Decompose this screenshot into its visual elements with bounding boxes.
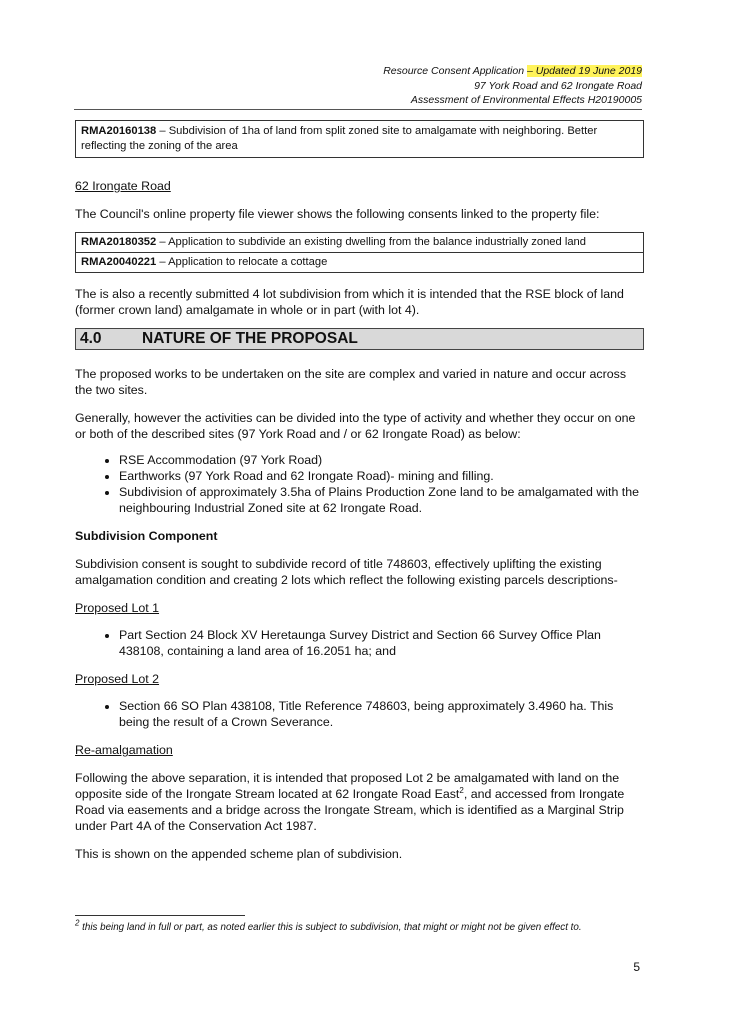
section-title: NATURE OF THE PROPOSAL bbox=[142, 330, 358, 347]
irongate-heading: 62 Irongate Road bbox=[75, 179, 171, 193]
irongate-intro: The Council's online property file viewer shows the following consents linked to the property file: bbox=[75, 207, 600, 221]
consent-row: RMA20040221 – Application to relocate a cottage bbox=[76, 252, 643, 272]
activities-list bbox=[75, 452, 644, 516]
header-rule bbox=[74, 109, 642, 110]
subdivision-note: The is also a recently submitted 4 lot subdivision from which it is intended that the RSE block of land (former crown land) amalgamate in whole or in part (with lot 4). bbox=[75, 287, 624, 317]
lot1-list bbox=[75, 627, 644, 659]
para-works: The proposed works to be undertaken on the site are complex and varied in nature and occur across the two sites. bbox=[75, 367, 627, 397]
header-line-2: 97 York Road and 62 Irongate Road bbox=[474, 79, 642, 92]
page-content bbox=[75, 120, 644, 862]
scheme-para: This is shown on the appended scheme plan of subdivision. bbox=[75, 847, 403, 861]
list-item: • Section 66 SO Plan 438108, Title Reference 748603, being approximately 3.4960 ha. This being the result of a Crown Severance. bbox=[119, 698, 644, 730]
footnote: $^2$ this being land in full or part, as noted earlier this is subject to subdivision, that might or might not be given effect to. bbox=[75, 918, 582, 933]
lot2-heading: Proposed Lot 2 bbox=[75, 672, 160, 686]
lot2-list bbox=[75, 698, 644, 730]
page-number: 5 bbox=[633, 960, 640, 974]
reamalgamation-heading: Re-amalgamation bbox=[75, 743, 173, 757]
list-item: • Earthworks (97 York Road and 62 Irongate Road)- mining and filling. bbox=[119, 468, 644, 484]
header-line-1: Resource Consent Application – Updated 19 June 2019 bbox=[383, 65, 642, 77]
consent-box: RMA20160138 – Subdivision of 1ha of land from split zoned site to amalgamate with neighboring. Better reflecting the zoning of the area bbox=[75, 120, 644, 158]
lot1-heading: Proposed Lot 1 bbox=[75, 601, 160, 615]
footnote-rule bbox=[75, 915, 245, 916]
para-generally: Generally, however the activities can be divided into the type of activity and whether they occur on one or both of the described sites (97 York Road and / or 62 Irongate Road) as below: bbox=[75, 411, 636, 441]
reamalgamation-para: Following the above separation, it is intended that proposed Lot 2 be amalgamated with land on the opposite side of the Irongate Stream located at 62 Irongate Road East$^2$, and accessed from Irongate Road via easements and a bridge across the Irongate Stream, which is identified as a Marginal Strip under Part 4A of the Conservation Act 1987. bbox=[75, 771, 625, 833]
header-highlight: – Updated 19 June 2019 bbox=[526, 65, 642, 77]
consent-row: RMA20180352 – Application to subdivide an existing dwelling from the balance industrially zoned land bbox=[81, 236, 587, 248]
consent-table bbox=[75, 232, 644, 273]
header-line-3: Assessment of Environmental Effects H20190005 bbox=[410, 94, 642, 106]
section-number: 4.0 bbox=[80, 330, 102, 347]
list-item: • Subdivision of approximately 3.5ha of Plains Production Zone land to be amalgamated with the neighbouring Industrial Zoned site at 62 Irongate Road. bbox=[119, 484, 644, 516]
subdivision-heading: Subdivision Component bbox=[75, 529, 218, 543]
list-item: • RSE Accommodation (97 York Road) bbox=[119, 452, 644, 468]
subdivision-para: Subdivision consent is sought to subdivide record of title 748603, effectively uplifting the existing amalgamation condition and creating 2 lots which reflect the following existing parcels descriptions- bbox=[75, 557, 618, 587]
footnote-ref[interactable]: 2 bbox=[459, 785, 464, 795]
list-item: • Part Section 24 Block XV Heretaunga Survey District and Section 66 Survey Office Plan 438108, containing a land area of 16.2051 ha; and bbox=[119, 627, 644, 659]
section-heading bbox=[75, 328, 644, 350]
page-header bbox=[383, 64, 642, 108]
